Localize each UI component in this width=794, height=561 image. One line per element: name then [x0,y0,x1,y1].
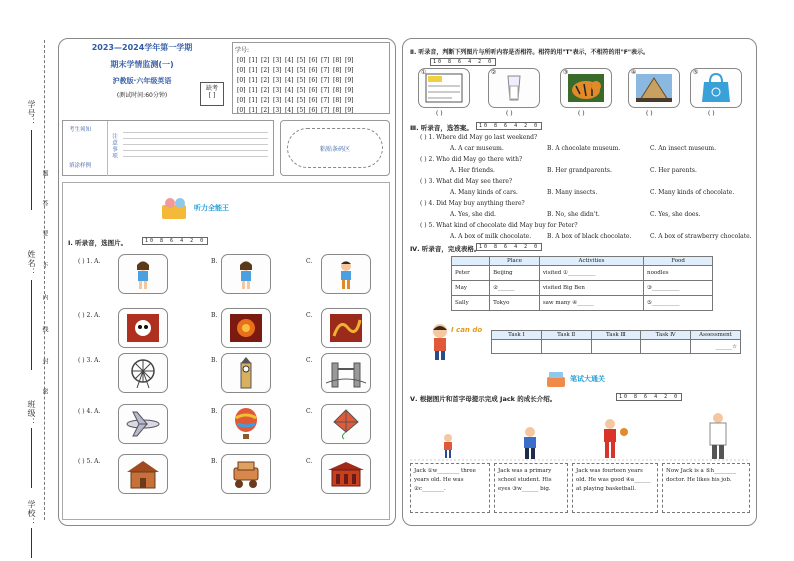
digit-row[interactable] [237,96,389,106]
digit-bubble[interactable]: [4] [285,97,294,104]
q4-header-cell: Place [490,257,540,266]
q2-answer-blank[interactable]: ( ) [578,110,585,117]
digit-bubble[interactable]: [7] [321,87,330,94]
q3-option-a[interactable]: A. A box of milk chocolate. [450,233,532,240]
q3-option-c[interactable]: C. An insect museum. [650,145,717,152]
q3-question[interactable]: ( ) 3. What did May see there? [420,178,513,185]
digit-bubble[interactable]: [6] [309,97,318,104]
absent-label: 缺考 [205,85,218,92]
digit-bubble[interactable]: [1] [249,87,258,94]
digit-row[interactable] [237,86,389,96]
student-id-label: 学号: [235,47,250,54]
student-id-grid[interactable] [232,42,390,114]
story-box-4[interactable]: Now Jack is a ⑤h________ doctor. He likes his job. [662,463,750,513]
q3-option-c[interactable]: C. A box of strawberry chocolate. [650,233,752,240]
q3-option-b[interactable]: B. Her grandparents. [547,167,612,174]
q4-row [452,296,713,311]
q4-header-cell: Activities [539,257,643,266]
q3-question[interactable]: ( ) 2. Who did May go there with? [420,156,523,163]
q2-image-icon [424,72,464,104]
q4-cell[interactable]: saw many ④______ [539,296,643,311]
digit-bubble[interactable]: [9] [345,77,354,84]
q1-picture-option[interactable] [321,353,371,393]
q1-picture-option[interactable] [221,353,271,393]
q1-item-label[interactable]: ( ) 2. A. [78,312,101,319]
i-can-do-badge [425,322,495,364]
story-box-3[interactable]: Jack was fourteen years old. He was good ④a______ at playing basketball. [572,463,658,513]
girl-icon [123,258,163,290]
q3-question[interactable]: ( ) 1. Where did May go last weekend? [420,134,538,141]
digit-bubble[interactable]: [8] [333,67,342,74]
seal-char: 密 [41,388,48,395]
q2-number: ① [421,69,427,76]
toy-car-icon [226,458,266,490]
balloon-icon [226,408,266,440]
q1-item-label[interactable]: ( ) 5. A. [78,458,101,465]
listening-banner [160,193,290,223]
digit-bubble[interactable]: [3] [273,67,282,74]
q3-option-b[interactable]: B. No, she didn't. [547,211,600,218]
ferris-wheel-icon [123,357,163,389]
q4-cell[interactable]: visited ①__________ [539,266,643,281]
q1-option-label: B. [211,458,218,465]
q2-title: Ⅱ. 听录音，判断下列图片与所听内容是否相符。相符的用"T"表示，不相符的用"F"表示。 [410,49,650,56]
task-score-cell[interactable] [641,340,691,354]
digit-bubble[interactable]: [9] [345,97,354,104]
digit-bubble[interactable]: [7] [321,67,330,74]
writing-banner-text: 笔试大通关 [570,375,605,383]
digit-bubble[interactable]: [8] [333,107,342,114]
binding-spine [0,0,55,561]
digit-grid[interactable] [237,56,389,116]
q2-number: ③ [563,69,569,76]
school-year: 2023—2024学年第一学期 [91,43,193,52]
name-label: 姓名： [27,250,36,277]
q1-option-label: C. [306,312,313,319]
q4-cell[interactable]: ⑤__________ [644,296,713,311]
q3-option-b[interactable]: B. A box of black chocolate. [547,233,632,240]
digit-bubble[interactable]: [1] [249,57,258,64]
q3-option-a[interactable]: A. Many kinds of cars. [450,189,518,196]
fill-note: 注意事项 [111,133,117,159]
digit-bubble[interactable]: [4] [285,87,294,94]
q3-option-c[interactable]: C. Her parents. [650,167,697,174]
digit-bubble[interactable]: [3] [273,107,282,114]
seal-char: 要 [41,230,48,237]
digit-bubble[interactable]: [8] [333,97,342,104]
girl-icon [226,258,266,290]
digit-bubble[interactable]: [3] [273,77,282,84]
q4-row [452,266,713,281]
task-header-cell: Task Ⅲ [591,331,641,340]
q1-picture-option[interactable] [221,404,271,444]
digit-bubble[interactable]: [6] [309,67,318,74]
q1-picture-option[interactable] [221,254,271,294]
q2-answer-blank[interactable]: ( ) [506,110,513,117]
digit-row[interactable] [237,56,389,66]
digit-bubble[interactable]: [6] [309,107,318,114]
q1-item-label[interactable]: ( ) 4. A. [78,408,101,415]
q1-score-code[interactable]: 10 8 6 4 2 0 [142,237,208,245]
digit-bubble[interactable]: [1] [249,67,258,74]
q3-option-a[interactable]: A. Her friends. [450,167,495,174]
q4-cell: May [452,281,490,296]
seal-char: 答 [41,200,48,207]
digit-bubble[interactable]: [4] [285,77,294,84]
exam-header [62,42,222,112]
digit-bubble[interactable]: [9] [345,57,354,64]
q2-number: ② [491,69,497,76]
q1-item-label[interactable]: ( ) 3. A. [78,357,101,364]
palace-icon [326,458,366,490]
boy-icon [326,258,366,290]
digit-bubble[interactable]: [1] [249,107,258,114]
digit-bubble[interactable]: [7] [321,57,330,64]
house-icon [123,458,163,490]
q2-number: ⑤ [693,69,699,76]
digit-bubble[interactable]: [2] [261,77,270,84]
q1-picture-option[interactable] [321,308,371,348]
listening-banner-text: 听力全能王 [194,204,229,212]
digit-bubble[interactable]: [0] [237,67,246,74]
q1-item-label[interactable]: ( ) 1. A. [78,258,101,265]
q1-option-label: C. [306,357,313,364]
q3-option-c[interactable]: C. Many kinds of chocolate. [650,189,735,196]
q1-picture-option[interactable] [118,404,168,444]
digit-row[interactable] [237,106,389,116]
student-number-label: 学号： [27,100,36,127]
digit-bubble[interactable]: [8] [333,77,342,84]
q4-cell[interactable]: ②______ [490,281,540,296]
big-ben-icon [226,357,266,389]
digit-bubble[interactable]: [6] [309,77,318,84]
barcode-area [280,120,390,176]
q2-answer-blank[interactable]: ( ) [436,110,443,117]
school-label: 学校： [27,500,36,527]
digit-bubble[interactable]: [5] [297,77,306,84]
digit-bubble[interactable]: [0] [237,87,246,94]
seal-char: 题 [41,170,48,177]
digit-bubble[interactable]: [5] [297,87,306,94]
q4-cell: visited Big Ben [539,281,643,296]
books-icon [160,195,190,221]
digit-row[interactable] [237,66,389,76]
q1-picture-option[interactable] [118,454,168,494]
notice-title: 考生须知 [69,127,92,133]
q4-cell: Sally [452,296,490,311]
q4-header-cell: Food [644,257,713,266]
q1-picture-option[interactable] [118,308,168,348]
q1-option-label: B. [211,258,218,265]
digit-bubble[interactable]: [5] [297,97,306,104]
q1-picture-option[interactable] [118,353,168,393]
absent-mark: [ ] [208,92,216,99]
digit-bubble[interactable]: [1] [249,77,258,84]
panda-icon [123,312,163,344]
digit-bubble[interactable]: [5] [297,57,306,64]
q1-picture-option[interactable] [221,308,271,348]
q1-option-label: B. [211,357,218,364]
q2-answer-blank[interactable]: ( ) [708,110,715,117]
digit-bubble[interactable]: [7] [321,77,330,84]
q1-picture-option[interactable] [321,454,371,494]
digit-bubble[interactable]: [2] [261,87,270,94]
q4-score-code[interactable]: 10 8 6 4 2 0 [476,243,542,251]
digit-bubble[interactable]: [3] [273,87,282,94]
q4-header-cell [452,257,490,266]
seal-char: 不 [41,262,48,269]
task-header-cell: Task Ⅱ [541,331,591,340]
q5-score-code[interactable]: 10 8 6 4 2 0 [616,393,682,401]
q1-title: Ⅰ. 听录音，选图片。 [68,239,128,247]
basketball-figure [604,419,628,458]
q2-image-icon [494,72,534,104]
story-box-1[interactable]: Jack ①w________ three years old. He was ②c________. [410,463,490,513]
notice-box [62,120,274,176]
q1-option-label: B. [211,312,218,319]
digit-bubble[interactable]: [6] [309,57,318,64]
digit-bubble[interactable]: [5] [297,107,306,114]
digit-bubble[interactable]: [9] [345,87,354,94]
digit-bubble[interactable]: [4] [285,57,294,64]
digit-bubble[interactable]: [2] [261,97,270,104]
digit-bubble[interactable]: [3] [273,97,282,104]
q3-title: Ⅲ. 听录音，选答案。 [410,124,473,132]
task-score-cell[interactable] [492,340,542,354]
digit-bubble[interactable]: [0] [237,97,246,104]
q3-option-b[interactable]: B. A chocolate museum. [547,145,621,152]
books-icon [545,369,567,389]
kite-icon [326,408,366,440]
q1-picture-option[interactable] [321,404,371,444]
digit-bubble[interactable]: [2] [261,67,270,74]
q1-option-label: B. [211,408,218,415]
q1-picture-option[interactable] [321,254,371,294]
task-header-cell: Assessment [691,331,741,340]
dragon-icon [326,312,366,344]
story-box-2[interactable]: Jack was a primary school student. His eyes ③w______ big. [494,463,568,513]
digit-bubble[interactable]: [9] [345,107,354,114]
q2-image-icon [566,72,606,104]
q1-option-label: C. [306,408,313,415]
q4-cell: noodles [644,266,713,281]
plane-icon [123,408,163,440]
q2-number: ④ [631,69,637,76]
q3-option-b[interactable]: B. Many insects. [547,189,598,196]
digit-bubble[interactable]: [8] [333,57,342,64]
movie-icon [226,312,266,344]
digit-bubble[interactable]: [2] [261,57,270,64]
digit-bubble[interactable]: [2] [261,107,270,114]
q5-title: Ⅴ. 根据图片和首字母提示完成 Jack 的成长介绍。 [410,395,557,403]
task-score-cell[interactable]: ______☆ [691,340,741,354]
digit-bubble[interactable]: [6] [309,87,318,94]
toddler-figure [444,434,452,458]
digit-bubble[interactable]: [9] [345,67,354,74]
q2-image-icon [696,72,736,104]
digit-bubble[interactable]: [3] [273,57,282,64]
digit-bubble[interactable]: [4] [285,67,294,74]
writing-banner [545,368,655,390]
q4-table [451,256,713,311]
q3-option-a[interactable]: A. A car museum. [450,145,504,152]
task-score-cell[interactable] [591,340,641,354]
student-figure [524,427,536,459]
q3-score-code[interactable]: 10 8 6 4 2 0 [476,122,542,130]
digit-bubble[interactable]: [7] [321,97,330,104]
absent-box[interactable] [200,82,224,106]
q4-cell: Beijing [490,266,540,281]
q2-score-code[interactable]: 10 8 6 4 2 0 [430,58,496,66]
q4-cell: Tokyo [490,296,540,311]
class-label: 班级： [27,400,36,427]
digit-bubble[interactable]: [7] [321,107,330,114]
q3-question[interactable]: ( ) 5. What kind of chocolate did May buy for Peter? [420,222,578,229]
q4-cell[interactable]: ③__________ [644,281,713,296]
digit-bubble[interactable]: [1] [249,97,258,104]
task-table [491,330,741,354]
q4-row [452,281,713,296]
digit-bubble[interactable]: [0] [237,77,246,84]
exam-title: 期末学情监测(一) [110,60,174,69]
tower-bridge-icon [326,357,366,389]
barcode-label: 粘贴条码区 [319,145,350,153]
q3-option-c[interactable]: C. Yes, she does. [650,211,701,218]
q4-title: Ⅳ. 听录音，完成表格。 [410,245,481,253]
q2-answer-blank[interactable]: ( ) [646,110,653,117]
i-can-do-label: I can do [451,326,483,334]
task-score-cell[interactable] [541,340,591,354]
q3-option-a[interactable]: A. Yes, she did. [450,211,496,218]
seal-char: 线 [41,326,48,333]
seal-char: 内 [41,294,48,301]
digit-bubble[interactable]: [8] [333,87,342,94]
doctor-figure [710,413,726,459]
task-header-cell: Task Ⅰ [492,331,542,340]
exam-time: (测试时间:60分钟) [116,92,168,99]
digit-bubble[interactable]: [5] [297,67,306,74]
q3-question[interactable]: ( ) 4. Did May buy anything there? [420,200,525,207]
jack-figures [410,410,750,462]
q2-image-icon [634,72,674,104]
q4-cell: Peter [452,266,490,281]
q1-option-label: C. [306,258,313,265]
task-header-cell: Task Ⅳ [641,331,691,340]
edition-label: 沪教版·六年级英语 [112,77,172,85]
seal-char: 封 [41,358,48,365]
q1-option-label: C. [306,458,313,465]
digit-bubble[interactable]: [0] [237,57,246,64]
digit-bubble[interactable]: [0] [237,107,246,114]
digit-bubble[interactable]: [4] [285,107,294,114]
fill-example: 填涂样例 [69,163,92,169]
q1-picture-option[interactable] [221,454,271,494]
digit-row[interactable] [237,76,389,86]
q1-picture-option[interactable] [118,254,168,294]
